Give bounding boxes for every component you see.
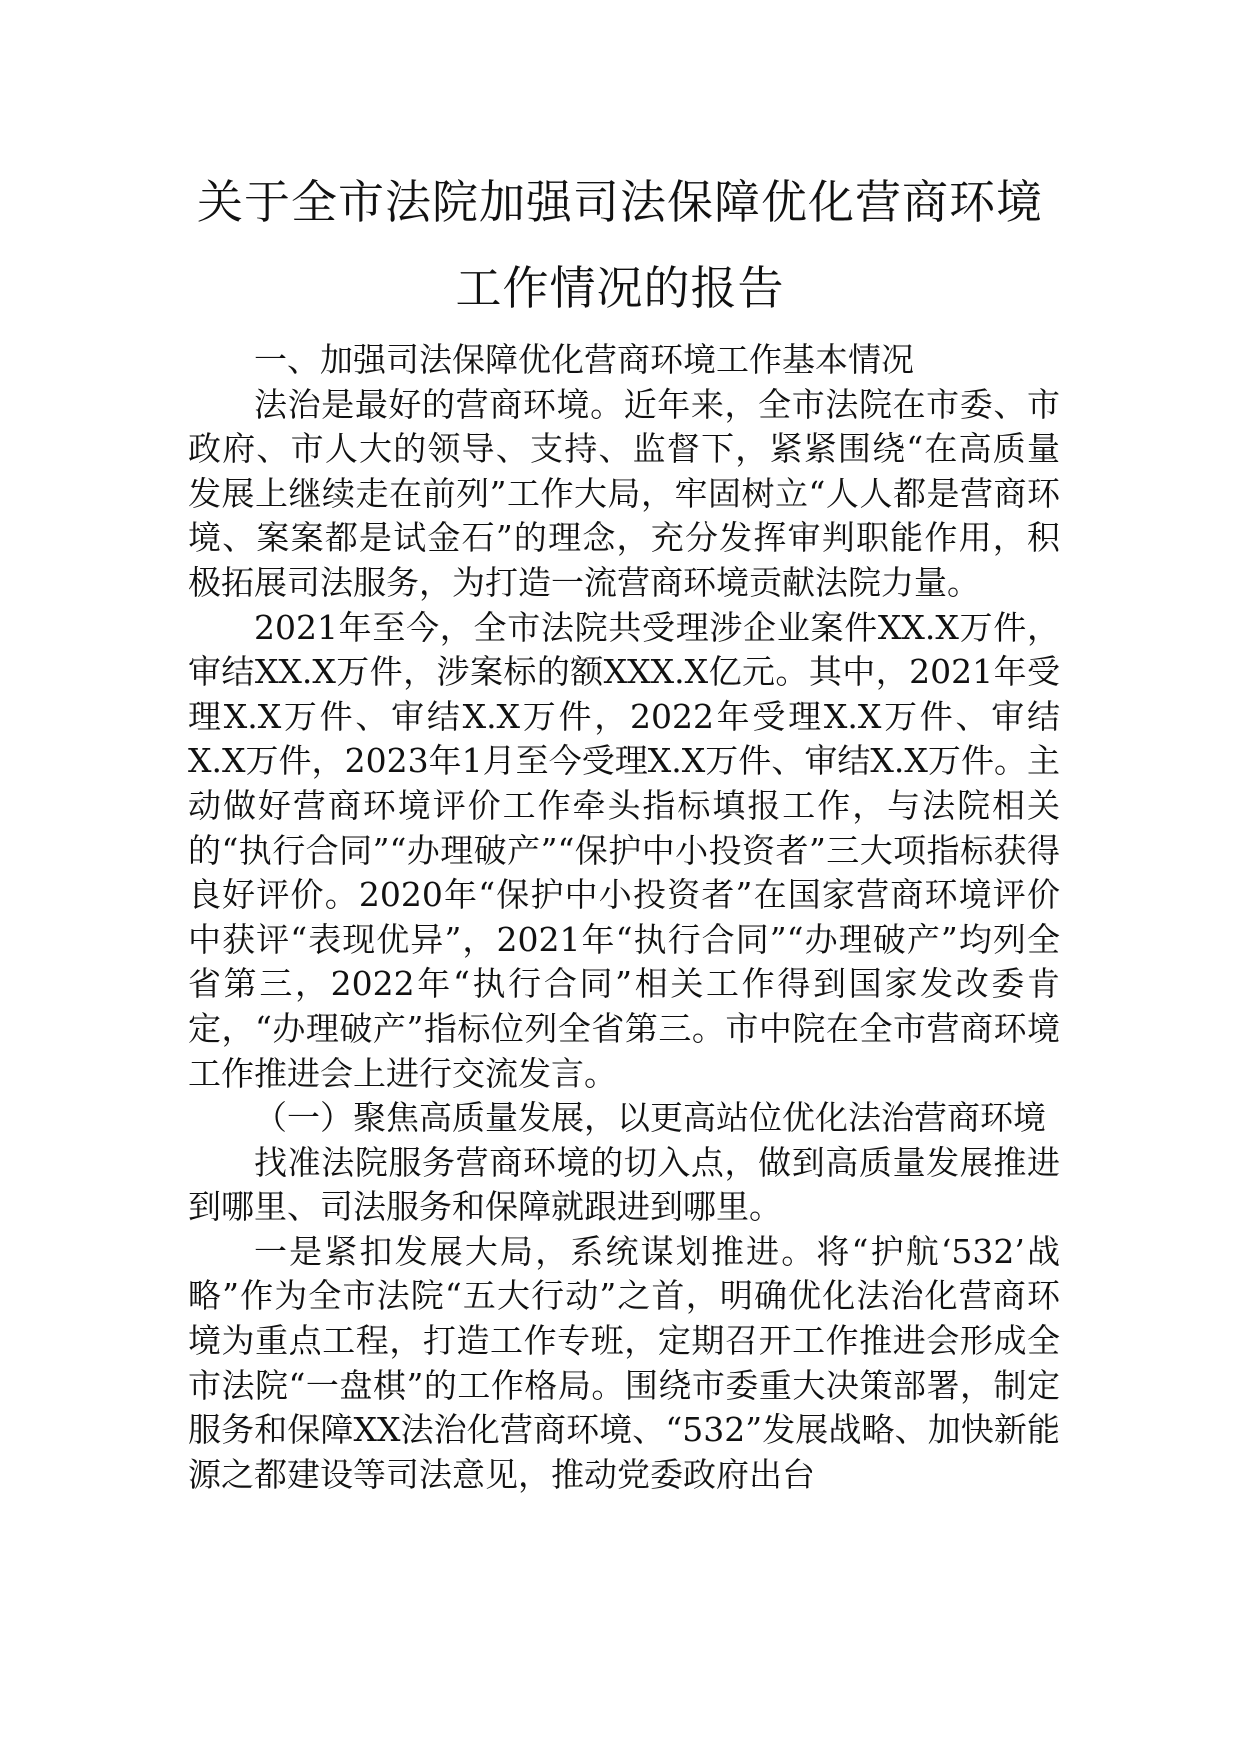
section-heading: 一、加强司法保障优化营商环境工作基本情况 [254,340,914,379]
paragraph: 一是紧扣发展大局，系统谋划推进。将“护航‘532’战略”作为全市法院“五大行动”之首，明确优化法治化营商环境为重点工程，打造工作专班，定期召开工作推进会形成全市法院“一盘棋”的工作格局。围绕市委重大决策部署，制定服务和保障XX法治化营商环境、“532”发展战略、加快新能源之都建设等司法意见，推动党委政府出台 [188,1231,1060,1494]
document-title-line-1: 关于全市法院加强司法保障优化营商环境 [197,175,1043,229]
paragraph: 法治是最好的营商环境。近年来，全市法院在市委、市政府、市人大的领导、支持、监督下，紧紧围绕“在高质量发展上继续走在前列”工作大局，牢固树立“人人都是营商环境、案案都是试金石”的理念，充分发挥审判职能作用，积极拓展司法服务，为打造一流营商环境贡献法院力量。 [188,384,1060,602]
document-title-line-2: 工作情况的报告 [455,261,785,315]
paragraph: 找准法院服务营商环境的切入点，做到高质量发展推进到哪里、司法服务和保障就跟进到哪里。 [188,1142,1060,1227]
paragraph: 2021年至今，全市法院共受理涉企业案件XX.X万件，审结XX.X万件，涉案标的额XXX.X亿元。其中，2021年受理X.X万件、审结X.X万件，2022年受理X.X万件、审结X.X万件，2023年1月至今受理X.X万件、审结X.X万件。主动做好营商环境评价工作牵头指标填报工作，与法院相关的“执行合同”“办理破产”“保护中小投资者”三大项指标获得良好评价。2020年“保护中小投资者”在国家营商环境评价中获评“表现优异”，2021年“执行合同”“办理破产”均列全省第三，2022年“执行合同”相关工作得到国家发改委肯定，“办理破产”指标位列全省第三。市中院在全市营商环境工作推进会上进行交流发言。 [188,607,1060,1093]
document-body [188,338,1060,1497]
subsection-heading: （一）聚焦高质量发展，以更高站位优化法治营商环境 [254,1098,1046,1138]
